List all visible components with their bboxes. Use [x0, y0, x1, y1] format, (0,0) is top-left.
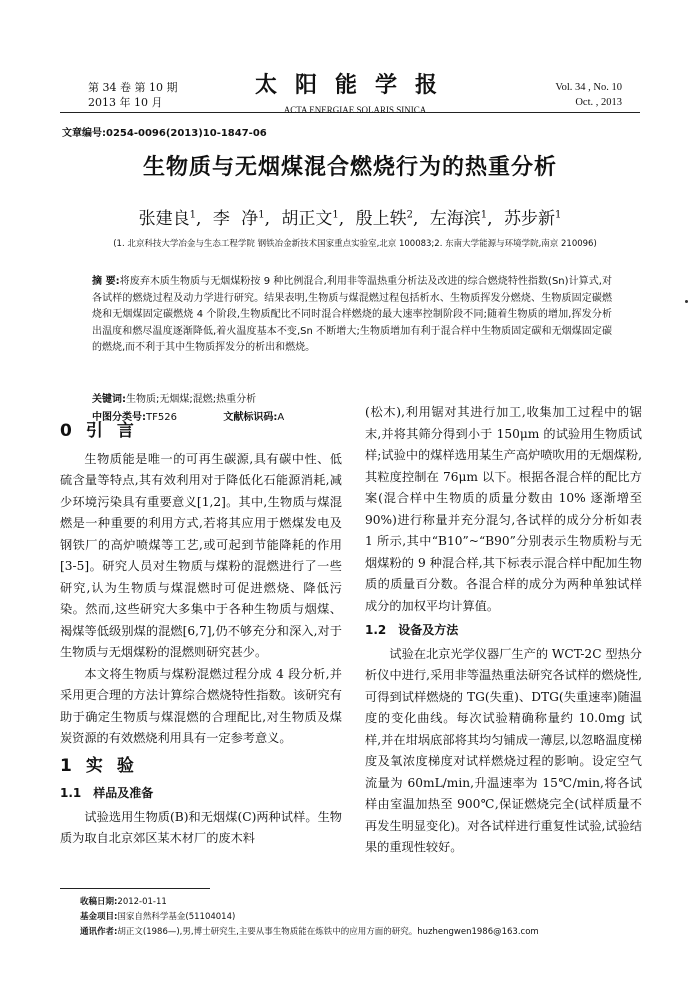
author: 苏步新$^1$ — [503, 209, 562, 229]
header-volume-en-block — [555, 80, 622, 110]
author: 殷上轶$^2$ — [355, 209, 413, 229]
scan-speck — [685, 300, 688, 303]
author-list: 张建良$^1$, 李 净$^1$, 胡正文$^1$, 殷上轶$^2$, 左海滨$^1$, 苏步新$^1$ — [138, 209, 562, 229]
paper-title: 生物质与无烟煤混合燃烧行为的热重分析 — [142, 155, 557, 180]
volume-issue-en: Vol. 34 , No. 10 — [555, 82, 622, 93]
clc-value: TF526 — [146, 412, 177, 423]
section-heading-intro: 0 引言 — [60, 421, 148, 441]
subsection-heading-methods: 1.2 设备及方法 — [365, 623, 459, 637]
left-column — [60, 415, 342, 850]
author: 左海滨$^1$ — [429, 209, 488, 229]
footnotes — [80, 895, 660, 940]
keywords — [92, 390, 256, 405]
keywords-text: 生物质;无烟煤;混燃;热重分析 — [126, 394, 257, 405]
received-date: 收稿日期:2012-01-11 — [80, 897, 167, 907]
methods-paragraph: 试验在北京光学仪器厂生产的 WCT-2C 型热分析仪中进行,采用非等温热重法研究各试样的燃烧性,可得到试样燃烧的 TG(失重)、DTG(失重速率)随温度的变化曲线。每次试验精确称量约 10.0mg 试样,并在坩埚底部将其均匀铺成一薄层,以忽略温度梯度及氧浓度梯度对试样燃烧过程的影响。设定空气流量为 60mL/min,升温速率为 15℃/min,将各试样由室温加热至 900℃,保证燃烧完全(试样质量不再发生明显变化)。对各试样进行重复性试验,试验结果的重现性较好。 — [365, 646, 642, 854]
author: 胡正文$^1$ — [281, 209, 339, 229]
abstract-label: 摘 要: — [92, 276, 120, 287]
abstract — [92, 274, 612, 357]
subsection-heading-samples: 1.1 样品及准备 — [60, 786, 154, 800]
author: 张建良$^1$ — [138, 209, 197, 229]
issue-date-en: Oct. , 2013 — [575, 97, 622, 108]
journal-masthead — [250, 68, 460, 115]
abstract-text: 将废弃木质生物质与无烟煤粉按 9 种比例混合,利用非等温热重分析法及改进的综合燃烧特性指数(Sn)计算式,对各试样的燃烧过程及动力学进行研究。结果表明,生物质与煤混燃过程包括析水、生物质挥发分燃烧、生物质固定碳燃烧和无烟煤固定碳燃烧 4 个阶段,生物质配比不同时混合样燃烧的最大速率控制阶段不同;随着生物质的增加,挥发分析出温度和燃尽温度逐渐降低,着火温度基本不变,Sn 不断增大;生物质增加有利于混合样中生物质固定碳和无烟煤固定碳的燃烧,而不利于其中生物质挥发分的析出和燃烧。 — [92, 276, 612, 353]
right-column — [365, 402, 642, 859]
doc-code-value: A — [277, 412, 285, 423]
issue-date: 2013 年 10 月 — [88, 96, 163, 109]
journal-title-en: ACTA ENERGIAE SOLARIS SINICA — [283, 105, 427, 115]
funding: 基金项目:国家自然科学基金(51104014) — [80, 912, 236, 922]
section-heading-experiment: 1 实验 — [60, 755, 148, 776]
samples-paragraph-start: 试验选用生物质(B)和无烟煤(C)两种试样。生物质为取自北京郊区某木材厂的废木料 — [60, 809, 342, 845]
clc-label: 中图分类号: — [92, 412, 146, 423]
volume-issue: 第 34 卷 第 10 期 — [88, 81, 178, 94]
journal-title: 太阳能学报 — [254, 73, 455, 98]
footnote-rule — [60, 888, 210, 889]
author: 李 净$^1$ — [212, 209, 265, 229]
header-rule — [60, 112, 640, 113]
affiliation: (1. 北京科技大学冶金与生态工程学院 钢铁冶金新技术国家重点实验室,北京 100083;2. 东南大学能源与环境学院,南京 210096) — [113, 239, 597, 249]
article-number: 文章编号:0254-0096(2013)10-1847-06 — [62, 128, 267, 139]
samples-paragraph-cont: (松木),利用锯对其进行加工,收集加工过程中的锯末,并将其筛分得到小于 150μm 的试验用生物质试样;试验中的煤样选用某生产高炉喷吹用的无烟煤粉,其粒度控制在 76μm 以下。根据各混合样的配比方案(混合样中生物质的质量分数由 10% 逐渐增至 90%)进行称量并充分混匀,各试样的成分分析如表 1 所示,其中“B10”~“B90”分别表示生物质粉与无烟煤粉的 9 种混合样,其下标表示混合样中配加生物质的质量百分数。各混合样的成分为两种单独试样成分的加权平均计算值。 — [365, 405, 642, 613]
keywords-label: 关键词: — [92, 394, 126, 405]
intro-paragraph-2: 本文将生物质与煤粉混燃过程分成 4 段分析,并采用更合理的方法计算综合燃烧特性指数。该研究有助于确定生物质与煤混燃的合理配比,对生物质及煤炭资源的有效燃烧利用具有一定参考意义。 — [60, 666, 342, 745]
header-volume-block — [88, 80, 177, 110]
corresponding-author: 通讯作者:胡正文(1986—),男,博士研究生,主要从事生物质能在炼铁中的应用方面的研究。huzhengwen1986@163.com — [80, 927, 539, 937]
doc-code-label: 文献标识码: — [223, 412, 278, 423]
intro-paragraph-1: 生物质能是唯一的可再生碳源,具有碳中性、低硫含量等特点,其有效利用对于降低化石能源消耗,减少环境污染具有重要意义[1,2]。其中,生物质与煤混燃是一种重要的利用方式,若将其应用于燃煤发电及钢铁厂的高炉喷煤等工艺,或可起到节能降耗的作用[3-5]。研究人员对生物质与煤粉的混燃进行了一些研究,认为生物质与煤混燃时可促进燃烧、降低污染。然而,这些研究大多集中于各种生物质与烟煤、褐煤等低级别煤的混燃[6,7],仍不够充分和深入,对于生物质与无烟煤粉的混燃则研究甚少。 — [60, 451, 342, 659]
